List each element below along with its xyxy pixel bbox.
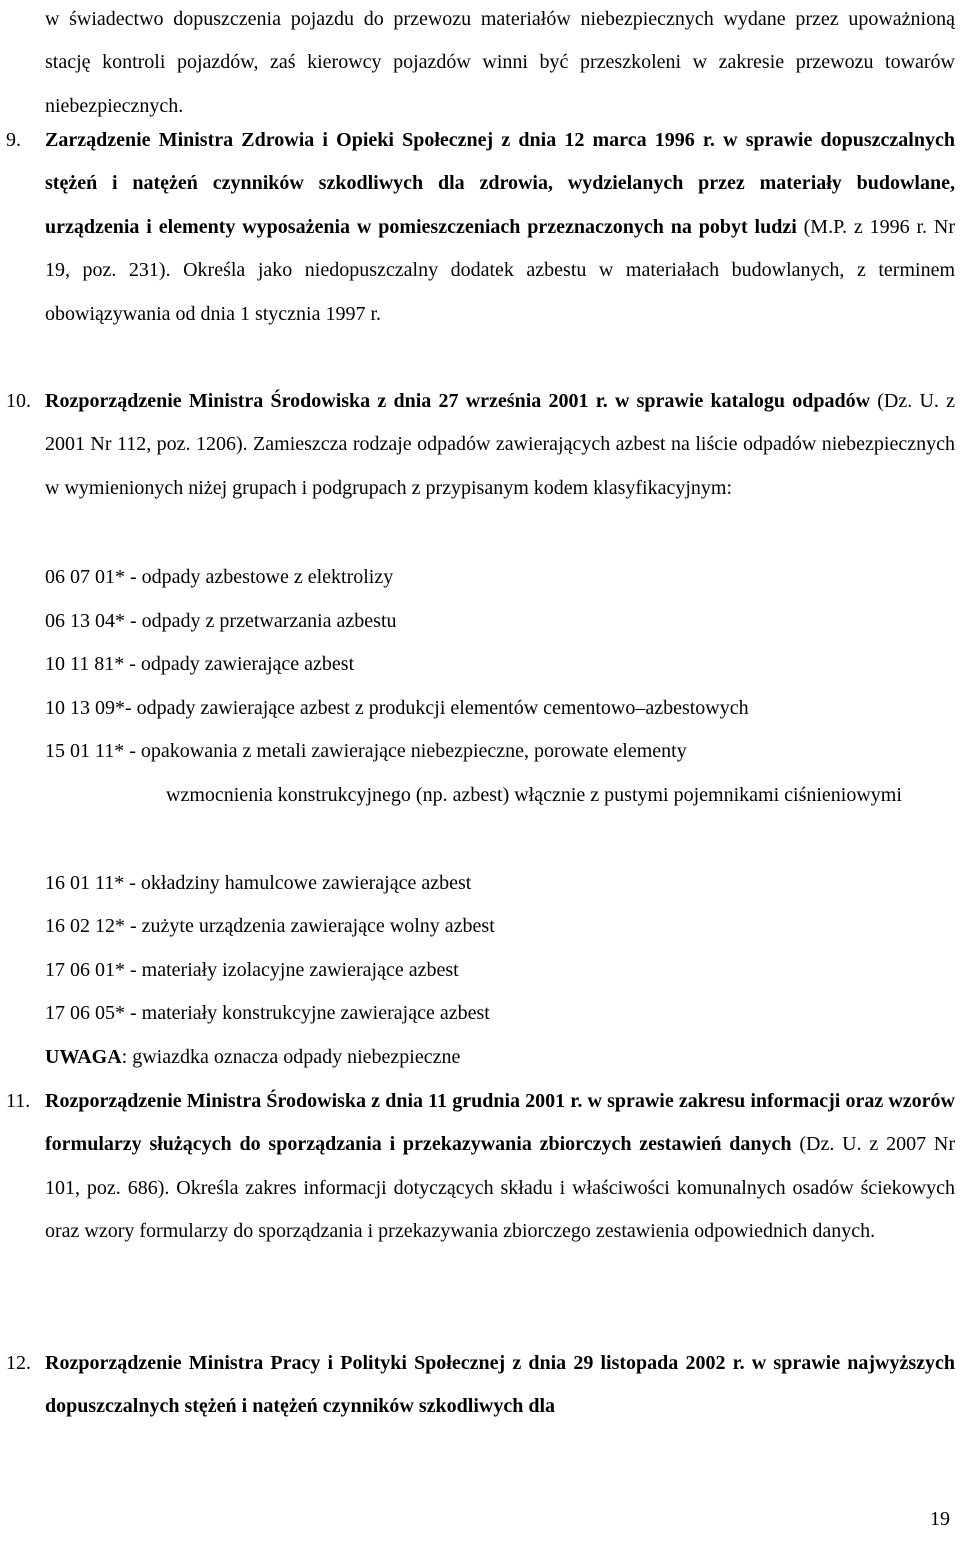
item-12-title: Rozporządzenie Ministra Pracy i Polityki Społecznej z dnia 29 listopada 2002 r. w sprawie najwyższych dopuszczalnych stężeń i natężeń czynników szkodliwych dla bbox=[45, 1352, 955, 1418]
item-9-title: Zarządzenie Ministra Zdrowia i Opieki Społecznej z dnia 12 marca 1996 r. w sprawie dopuszczalnych stężeń i natężeń czynników szkodliwych dla zdrowia, wydzielanych przez materiały budowlane, urządzenia i elementy wyposażenia w pomieszczeniach przeznaczonych na pobyt ludzi bbox=[45, 129, 955, 238]
page-number: 19 bbox=[930, 1508, 950, 1530]
code-line: 16 02 12* - zużyte urządzenia zawierające wolny azbest bbox=[45, 915, 495, 937]
note-text: : gwiazdka oznacza odpady niebezpieczne bbox=[121, 1046, 461, 1068]
item-11-body: (Dz. U. z 2007 Nr 101, poz. 686). Określa zakres informacji dotyczących składu i właściwości komunalnych osadów ściekowych oraz wzory formularzy do sporządzania i przekazywania zbiorczego zestawienia odpowiednich danych. bbox=[45, 1133, 956, 1243]
item-12-paragraph bbox=[45, 1342, 955, 1429]
item-12-number: 12. bbox=[6, 1352, 31, 1374]
item-11-number: 11. bbox=[6, 1090, 31, 1112]
item-9-body: (M.P. z 1996 r. Nr 19, poz. 231). Określa jako niedopuszczalny dodatek azbestu w materiałach budowlanych, z terminem obowiązywania od dnia 1 stycznia 1997 r. bbox=[45, 215, 955, 325]
code-line-continuation: wzmocnienia konstrukcyjnego (np. azbest) włącznie z pustymi pojemnikami ciśnieniowymi bbox=[166, 784, 902, 806]
item-9-paragraph bbox=[45, 119, 955, 336]
note-line bbox=[45, 1036, 460, 1079]
item-11-title: Rozporządzenie Ministra Środowiska z dnia 11 grudnia 2001 r. w sprawie zakresu informacji oraz wzorów formularzy służących do sporządzania i przekazywania zbiorczych zestawień danych bbox=[45, 1090, 955, 1156]
code-line: 17 06 01* - materiały izolacyjne zawierające azbest bbox=[45, 959, 459, 981]
code-line: 06 13 04* - odpady z przetwarzania azbestu bbox=[45, 610, 397, 632]
code-line: 10 11 81* - odpady zawierające azbest bbox=[45, 653, 355, 675]
code-line: 16 01 11* - okładziny hamulcowe zawierające azbest bbox=[45, 872, 472, 894]
item-10-number: 10. bbox=[6, 390, 31, 412]
item-10-title: Rozporządzenie Ministra Środowiska z dnia 27 września 2001 r. w sprawie katalogu odpadów bbox=[45, 390, 871, 412]
code-line: 06 07 01* - odpady azbestowe z elektrolizy bbox=[45, 566, 394, 588]
item-10-paragraph bbox=[45, 380, 955, 510]
code-line: 10 13 09*- odpady zawierające azbest z produkcji elementów cementowo–azbestowych bbox=[45, 697, 749, 719]
note-label: UWAGA bbox=[45, 1046, 122, 1068]
item-11-paragraph bbox=[45, 1080, 955, 1254]
code-line: 15 01 11* - opakowania z metali zawierające niebezpieczne, porowate elementy bbox=[45, 740, 687, 762]
item-9-number: 9. bbox=[6, 129, 21, 151]
intro-text: w świadectwo dopuszczenia pojazdu do przewozu materiałów niebezpiecznych wydane przez upoważnioną stację kontroli pojazdów, zaś kierowcy pojazdów winni być przeszkoleni w zakresie przewozu towarów niebezpiecznych. bbox=[45, 8, 955, 117]
intro-paragraph bbox=[45, 0, 955, 128]
code-line: 17 06 05* - materiały konstrukcyjne zawierające azbest bbox=[45, 1002, 490, 1024]
item-10-body: (Dz. U. z 2001 Nr 112, poz. 1206). Zamieszcza rodzaje odpadów zawierających azbest na liście odpadów niebezpiecznych w wymienionych niżej grupach i podgrupach z przypisanym kodem klasyfikacyjnym: bbox=[45, 390, 955, 499]
